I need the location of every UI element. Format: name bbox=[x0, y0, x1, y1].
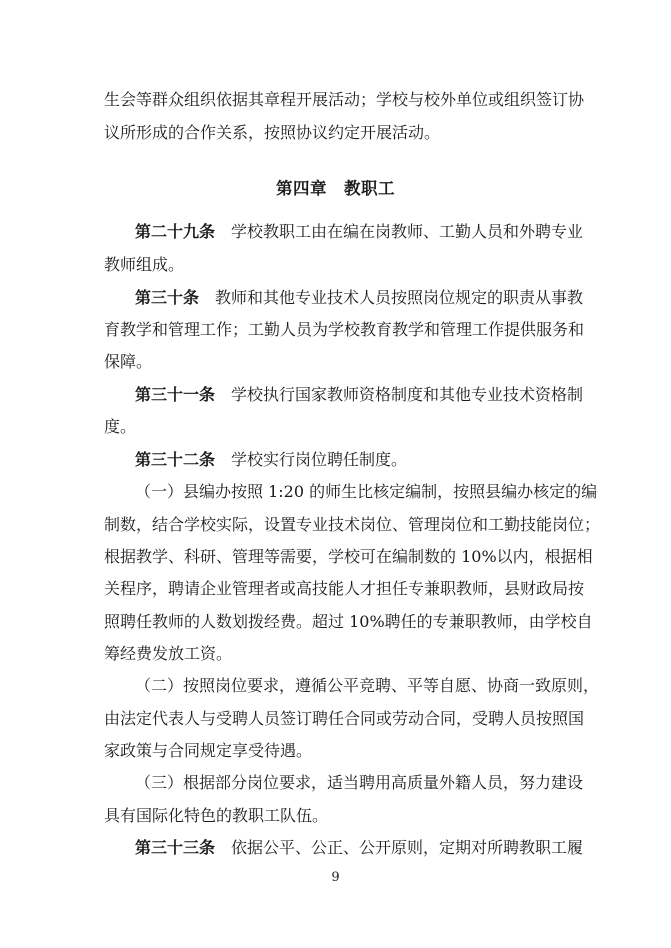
article-30-text: 教师和其他专业技术人员按照岗位规定的职责从事教 bbox=[199, 288, 584, 307]
article-30-line-1 bbox=[135, 288, 582, 308]
article-33-text: 依据公平、公正、公开原则，定期对所聘教职工履 bbox=[215, 838, 584, 857]
item-1-line-5: 照聘任教师的人数划拨经费。超过 10%聘任的专兼职教师，由学校自 bbox=[104, 612, 593, 631]
item-1-line-6: 筹经费发放工资。 bbox=[104, 644, 233, 663]
article-29-number: 第二十九条 bbox=[135, 222, 216, 241]
article-31-number: 第三十一条 bbox=[135, 385, 216, 404]
article-30-line-3: 保障。 bbox=[104, 352, 153, 371]
article-29-text: 学校教职工由在编在岗教师、工勤人员和外聘专业 bbox=[215, 222, 584, 241]
article-32-line-1 bbox=[135, 450, 582, 470]
item-2-line-1: （二）按照岗位要求，遵循公平竞聘、平等自愿、协商一致原则， bbox=[135, 676, 600, 695]
article-29-line-1 bbox=[135, 222, 582, 242]
item-3-line-1: （三）根据部分岗位要求，适当聘用高质量外籍人员，努力建设 bbox=[135, 773, 584, 792]
article-32-text: 学校实行岗位聘任制度。 bbox=[215, 450, 408, 469]
article-32-number: 第三十二条 bbox=[135, 450, 216, 469]
article-33-number: 第三十三条 bbox=[135, 838, 216, 857]
chapter-title: 第四章 教职工 bbox=[276, 179, 395, 198]
item-1-line-4: 关程序，聘请企业管理者或高技能人才担任专兼职教师，县财政局按 bbox=[104, 579, 585, 598]
page-number: 9 bbox=[331, 870, 340, 885]
article-33-line-1 bbox=[135, 838, 582, 858]
article-30-line-2: 育教学和管理工作；工勤人员为学校教育教学和管理工作提供服务和 bbox=[104, 320, 585, 339]
intro-line-2: 议所形成的合作关系，按照协议约定开展活动。 bbox=[104, 123, 441, 142]
item-2-line-2: 由法定代表人与受聘人员签订聘任合同或劳动合同，受聘人员按照国 bbox=[104, 709, 585, 728]
intro-line-1: 生会等群众组织依据其章程开展活动；学校与校外单位或组织签订协 bbox=[104, 90, 585, 109]
article-31-line-2: 度。 bbox=[104, 417, 137, 436]
item-1-line-1: （一）县编办按照 1:20 的师生比核定编制，按照县编办核定的编 bbox=[135, 482, 598, 501]
item-1-line-2: 制数，结合学校实际，设置专业技术岗位、管理岗位和工勤技能岗位； bbox=[104, 515, 601, 534]
item-2-line-3: 家政策与合同规定享受待遇。 bbox=[104, 741, 313, 760]
article-31-line-1 bbox=[135, 385, 582, 405]
item-1-line-3: 根据教学、科研、管理等需要，学校可在编制数的 10%以内，根据相 bbox=[104, 547, 593, 566]
item-3-line-2: 具有国际化特色的教职工队伍。 bbox=[104, 806, 329, 825]
article-29-line-2: 教师组成。 bbox=[104, 255, 185, 274]
article-31-text: 学校执行国家教师资格制度和其他专业技术资格制 bbox=[215, 385, 584, 404]
article-30-number: 第三十条 bbox=[135, 288, 200, 307]
